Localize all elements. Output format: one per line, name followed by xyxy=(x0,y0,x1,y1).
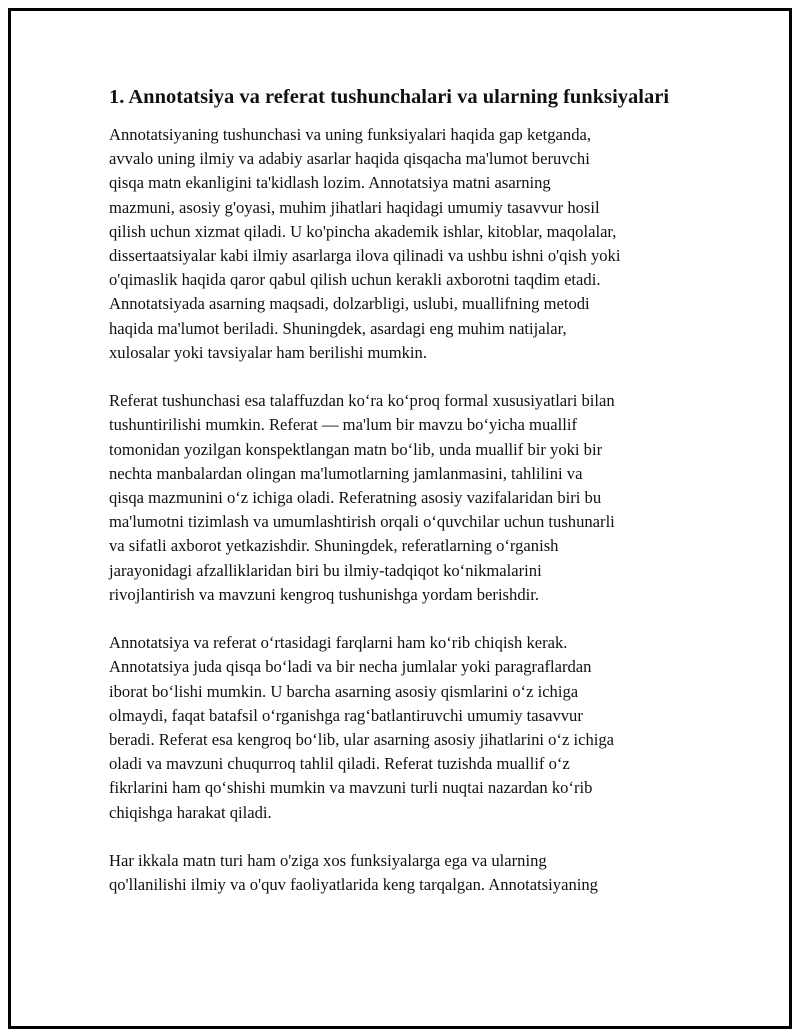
paragraph-differences: Annotatsiya va referat o‘rtasidagi farqlarni ham ko‘rib chiqish kerak. Annotatsiya juda qisqa bo‘ladi va bir necha jumlalar yoki paragraflardan iborat bo‘lishi mumkin. U barcha asarning asosiy qismlarini o‘z ichiga olmaydi, faqat batafsil o‘rganishga rag‘batlantiruvchi umumiy tasavvur beradi. Referat esa kengroq bo‘lib, ular asarning asosiy jihatlarini o‘z ichiga oladi va mavzuni chuqurroq tahlil qiladi. Referat tuzishda muallif o‘z fikrlarini ham qo‘shishi mumkin va mavzuni turli nuqtai nazardan ko‘rib chiqishga harakat qiladi. xyxy=(109,633,615,822)
section-heading: 1. Annotatsiya va referat tushunchalari va ularning funksiyalari xyxy=(109,86,670,108)
paragraph-annotatsiya-definition: Annotatsiyaning tushunchasi va uning funksiyalari haqida gap ketganda, avvalo uning ilmiy va adabiy asarlar haqida qisqacha ma'lumot beruvchi qisqa matn ekanligini ta'kidlash lozim. Annotatsiya matni asarning mazmuni, asosiy g'oyasi, muhim jihatlari haqidagi umumiy tasavvur hosil qilish uchun xizmat qiladi. U ko'pincha akademik ishlar, kitoblar, maqolalar, dissertaatsiyalar kabi ilmiy asarlarga ilova qilinadi va ushbu ishni o'qish yoki o'qimaslik haqida qaror qabul qilish uchun kerakli axborotni taqdim etadi. Annotatsiyada asarning maqsadi, dolzarbligi, uslubi, muallifning metodi haqida ma'lumot beriladi. Shuningdek, asardagi eng muhim natijalar, xulosalar yoki tavsiyalar ham berilishi mumkin. xyxy=(109,125,621,362)
document-body xyxy=(109,83,681,922)
paragraph-referat-definition: Referat tushunchasi esa talaffuzdan ko‘ra ko‘proq formal xususiyatlari bilan tushuntirilishi mumkin. Referat — ma'lum bir mavzu bo‘yicha muallif tomonidan yozilgan konspektlangan matn bo‘lib, unda muallif bir yoki bir nechta manbalardan olingan ma'lumotlarning jamlanmasini, tahlilini va qisqa mazmunini o‘z ichiga oladi. Referatning asosiy vazifalaridan biri bu ma'lumotni tizimlash va umumlashtirish orqali o‘quvchilar uchun tushunarli va sifatli axborot yetkazishdir. Shuningdek, referatlarning o‘rganish jarayonidagi afzalliklaridan biri bu ilmiy-tadqiqot ko‘nikmalarini rivojlantirish va mavzuni kengroq tushunishga yordam berishdir. xyxy=(109,391,615,604)
paragraph-functions: Har ikkala matn turi ham o'ziga xos funksiyalarga ega va ularning qo'llanilishi ilmiy va o'quv faoliyatlarida keng tarqalgan. Annotatsiyaning xyxy=(109,851,598,895)
